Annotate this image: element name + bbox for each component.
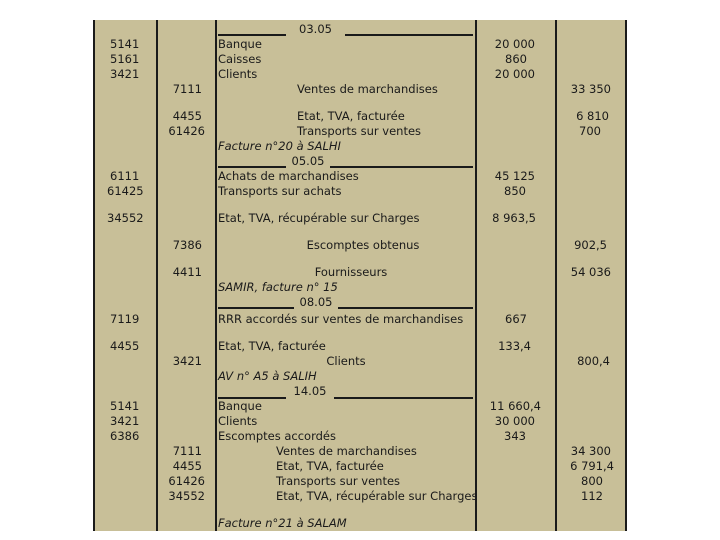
credit-label: Etat, TVA, récupérable sur Charges xyxy=(276,489,478,503)
entry-date: 08.05 xyxy=(299,295,333,309)
credit-amount: 800,4 xyxy=(577,354,610,368)
credit-amount: 800 xyxy=(581,474,603,488)
credit-amount: 6 810 xyxy=(576,109,609,123)
debit-amount: 850 xyxy=(504,184,526,198)
credit-amount: 34 300 xyxy=(570,444,611,458)
date-rule xyxy=(334,397,473,399)
debit-account: 5161 xyxy=(110,52,140,66)
debit-account: 34552 xyxy=(107,211,144,225)
debit-account: 6386 xyxy=(110,429,140,443)
entry-reference: Facture n°20 à SALHI xyxy=(218,139,341,153)
debit-amount: 20 000 xyxy=(494,37,535,51)
entry-date: 05.05 xyxy=(291,154,325,168)
credit-account: 7111 xyxy=(172,444,202,458)
debit-label: RRR accordés sur ventes de marchandises xyxy=(218,312,464,326)
entry-date: 03.05 xyxy=(299,22,332,36)
entry-date: 14.05 xyxy=(293,384,327,398)
credit-label: Ventes de marchandises xyxy=(276,444,417,458)
debit-label: Banque xyxy=(218,399,262,413)
debit-label: Clients xyxy=(218,67,258,81)
credit-account: 4411 xyxy=(172,265,202,279)
credit-amount: 33 350 xyxy=(570,82,611,96)
date-rule xyxy=(338,307,473,309)
debit-amount: 343 xyxy=(504,429,526,443)
debit-label: Caisses xyxy=(218,52,262,66)
debit-amount: 45 125 xyxy=(494,169,535,183)
debit-account: 7119 xyxy=(110,312,140,326)
credit-account: 3421 xyxy=(172,354,202,368)
credit-amount: 112 xyxy=(581,489,603,503)
debit-account: 5141 xyxy=(110,399,140,413)
debit-account: 3421 xyxy=(110,414,140,428)
debit-amount: 20 000 xyxy=(494,67,535,81)
debit-label: Escomptes accordés xyxy=(218,429,336,443)
credit-account: 4455 xyxy=(172,459,202,473)
date-rule xyxy=(218,166,286,168)
debit-account: 61425 xyxy=(107,184,144,198)
credit-account: 61426 xyxy=(168,124,205,138)
credit-label: Transports sur ventes xyxy=(276,474,401,488)
credit-account: 61426 xyxy=(168,474,205,488)
credit-account: 7111 xyxy=(172,82,202,96)
debit-amount: 667 xyxy=(505,312,527,326)
date-rule xyxy=(330,166,473,168)
debit-amount: 30 000 xyxy=(494,414,535,428)
date-rule xyxy=(218,34,286,36)
debit-label: Achats de marchandises xyxy=(218,169,359,183)
credit-label: Clients xyxy=(326,354,366,368)
column-rule xyxy=(625,20,627,531)
credit-amount: 54 036 xyxy=(570,265,611,279)
debit-amount: 860 xyxy=(505,52,527,66)
debit-label: Banque xyxy=(218,37,262,51)
date-rule xyxy=(345,34,473,36)
journal-entries-table xyxy=(93,20,627,531)
debit-account: 5141 xyxy=(110,37,140,51)
debit-account: 4455 xyxy=(110,339,140,353)
debit-account: 3421 xyxy=(110,67,140,81)
credit-label: Etat, TVA, facturée xyxy=(276,459,384,473)
debit-label: Transports sur achats xyxy=(218,184,342,198)
debit-account: 6111 xyxy=(110,169,140,183)
credit-label: Escomptes obtenus xyxy=(306,238,420,252)
credit-label: Transports sur ventes xyxy=(297,124,422,138)
entry-reference: Facture n°21 à SALAM xyxy=(218,516,347,530)
entry-reference: AV n° A5 à SALIH xyxy=(218,369,317,383)
credit-amount: 902,5 xyxy=(574,238,607,252)
debit-amount: 11 660,4 xyxy=(489,399,541,413)
credit-label: Fournisseurs xyxy=(314,265,388,279)
credit-account: 4455 xyxy=(172,109,202,123)
debit-amount: 133,4 xyxy=(498,339,531,353)
credit-amount: 700 xyxy=(579,124,601,138)
column-rule xyxy=(93,20,95,531)
credit-account: 34552 xyxy=(168,489,205,503)
credit-amount: 6 791,4 xyxy=(570,459,614,473)
credit-label: Ventes de marchandises xyxy=(297,82,438,96)
column-rule xyxy=(475,20,477,531)
debit-label: Clients xyxy=(218,414,258,428)
debit-amount: 8 963,5 xyxy=(492,211,536,225)
date-rule xyxy=(218,307,294,309)
credit-account: 7386 xyxy=(172,238,202,252)
column-rule xyxy=(215,20,217,531)
debit-label: Etat, TVA, récupérable sur Charges xyxy=(218,211,420,225)
entry-reference: SAMIR, facture n° 15 xyxy=(218,280,338,294)
credit-label: Etat, TVA, facturée xyxy=(297,109,405,123)
debit-label: Etat, TVA, facturée xyxy=(218,339,326,353)
